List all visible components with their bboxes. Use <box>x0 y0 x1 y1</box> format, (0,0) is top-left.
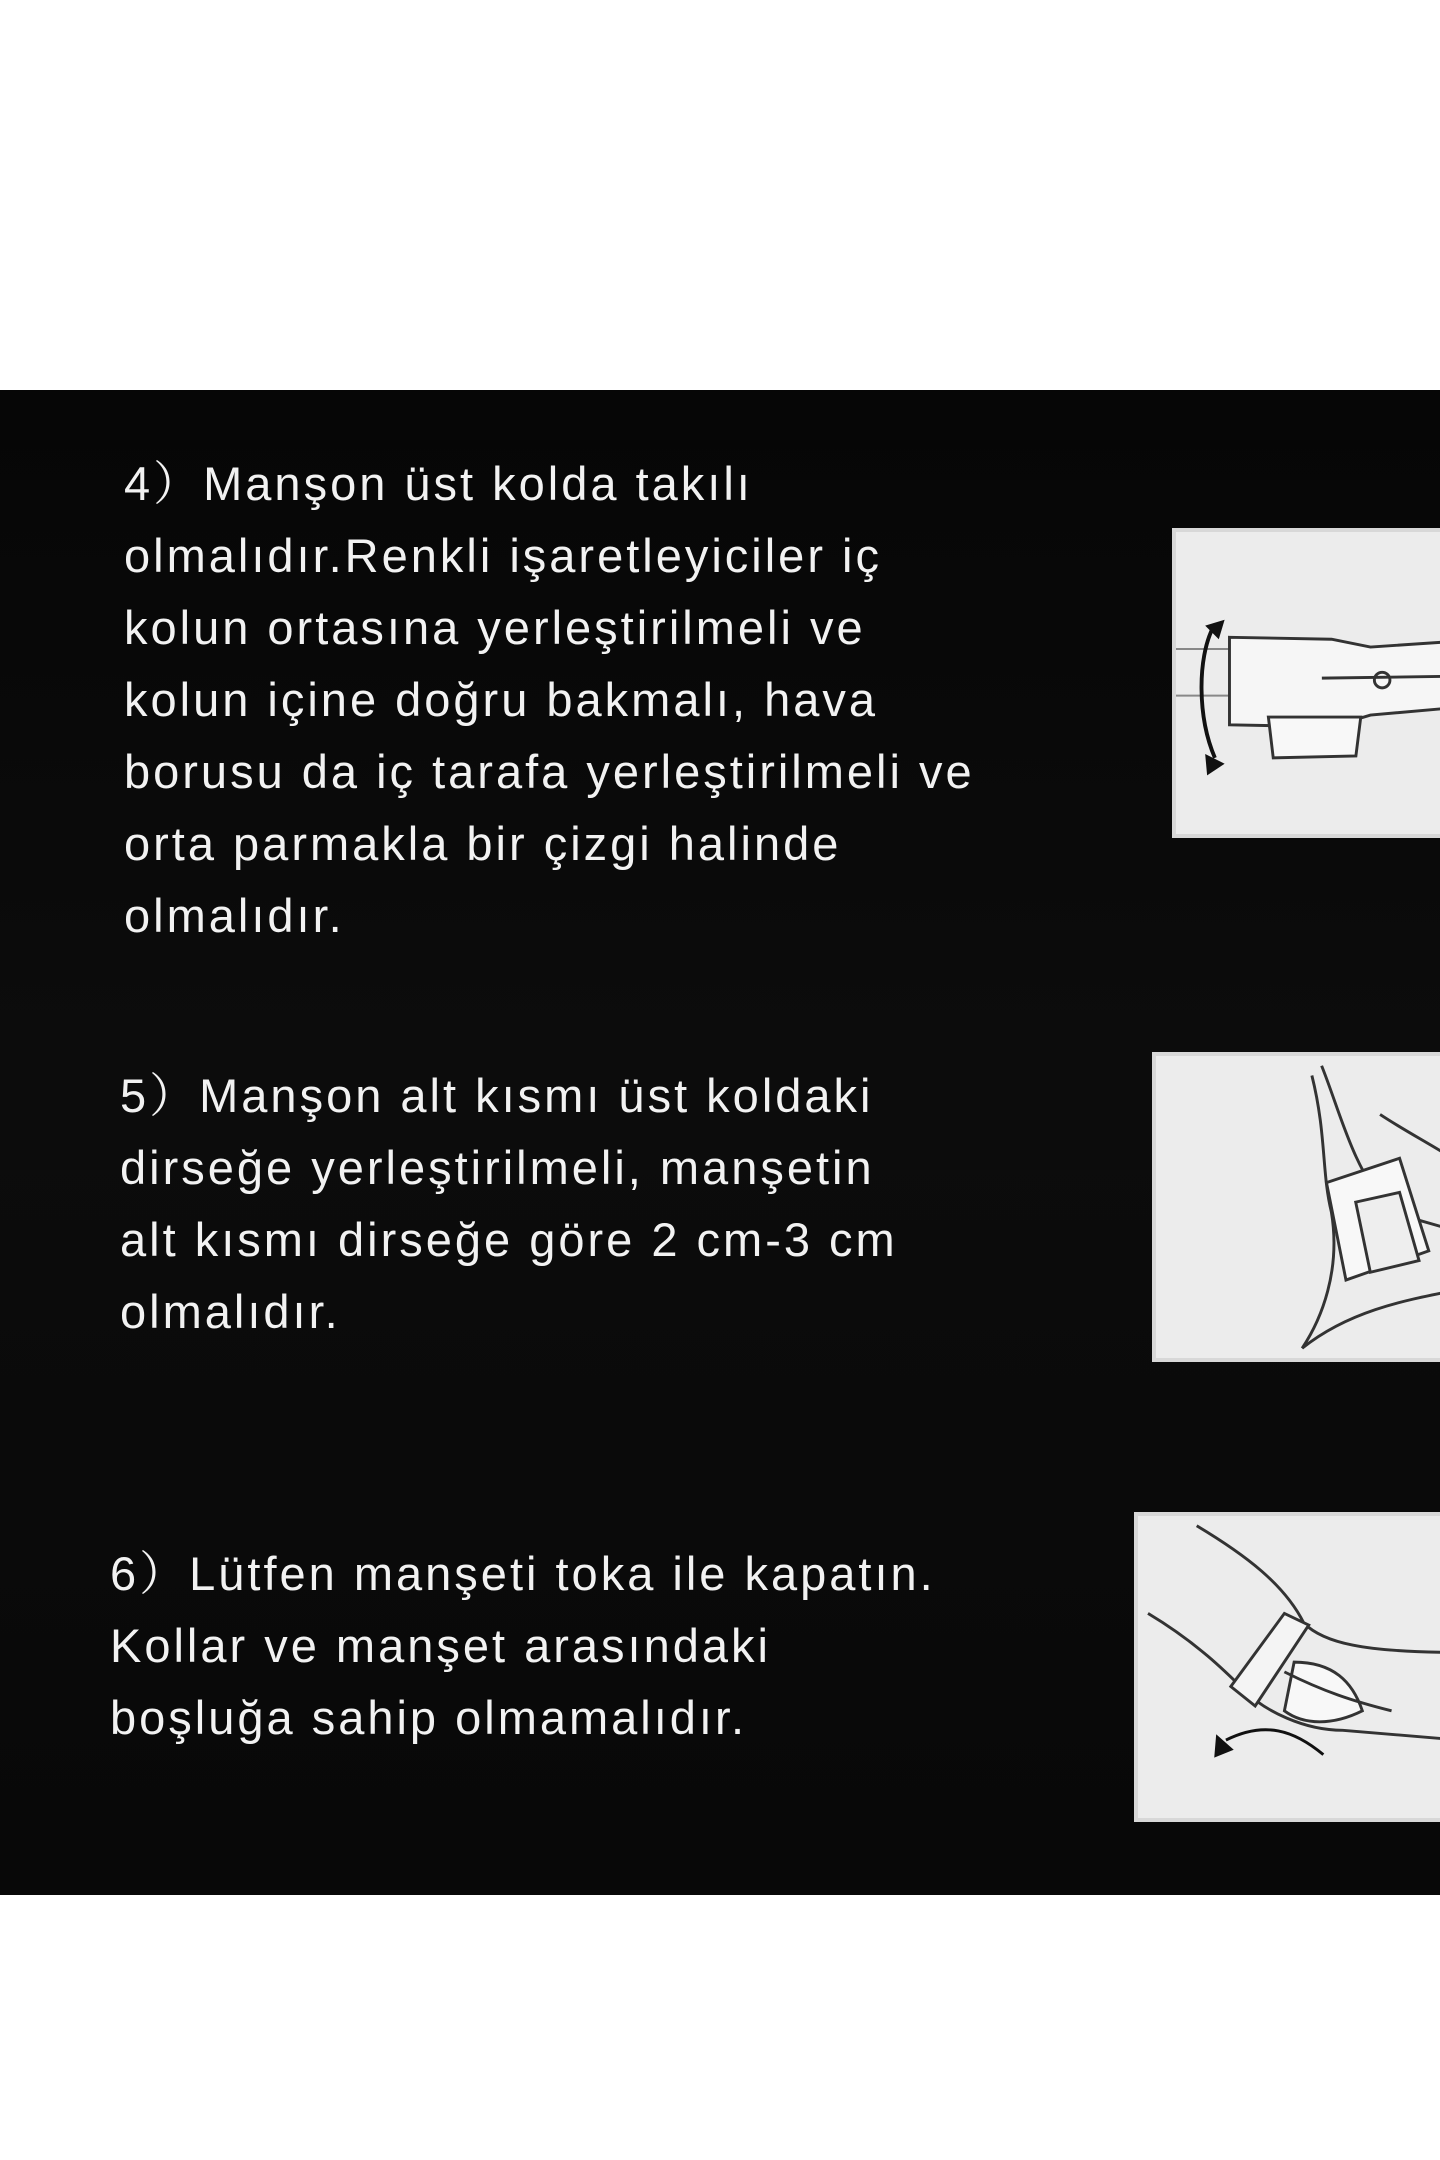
step-5-line: olmalıdır. <box>120 1285 341 1338</box>
step-5-line: 5）Manşon alt kısmı üst koldaki <box>120 1069 874 1122</box>
step-5-line: dirseğe yerleştirilmeli, manşetin <box>120 1141 875 1194</box>
step-4-line: olmalıdır.Renkli işaretleyiciler iç <box>124 529 882 582</box>
step-4-line: kolun içine doğru bakmalı, hava <box>124 673 879 726</box>
step-5-text <box>120 1060 898 1348</box>
cuff-above-elbow-illustration <box>1152 1052 1440 1362</box>
step-4-text <box>124 448 975 952</box>
cuff-on-arm-illustration <box>1172 528 1440 838</box>
step-4-line: orta parmakla bir çizgi halinde <box>124 817 842 870</box>
step-6-line: boşluğa sahip olmamalıdır. <box>110 1691 748 1744</box>
step-4-line: borusu da iç tarafa yerleştirilmeli ve <box>124 745 975 798</box>
step-4-line: 4）Manşon üst kolda takılı <box>124 457 753 510</box>
arm-cuff-drawing <box>1176 532 1440 834</box>
step-6-line: Kollar ve manşet arasındaki <box>110 1619 771 1672</box>
buckle-cuff-drawing <box>1138 1516 1440 1818</box>
step-4-line: olmalıdır. <box>124 889 345 942</box>
buckle-closing-illustration <box>1134 1512 1440 1822</box>
step-6-text <box>110 1538 936 1754</box>
step-6-line: 6）Lütfen manşeti toka ile kapatın. <box>110 1547 936 1600</box>
step-5-line: alt kısmı dirseğe göre 2 cm-3 cm <box>120 1213 898 1266</box>
step-4-line: kolun ortasına yerleştirilmeli ve <box>124 601 866 654</box>
elbow-cuff-drawing <box>1156 1056 1440 1358</box>
instruction-sheet <box>0 390 1440 1895</box>
